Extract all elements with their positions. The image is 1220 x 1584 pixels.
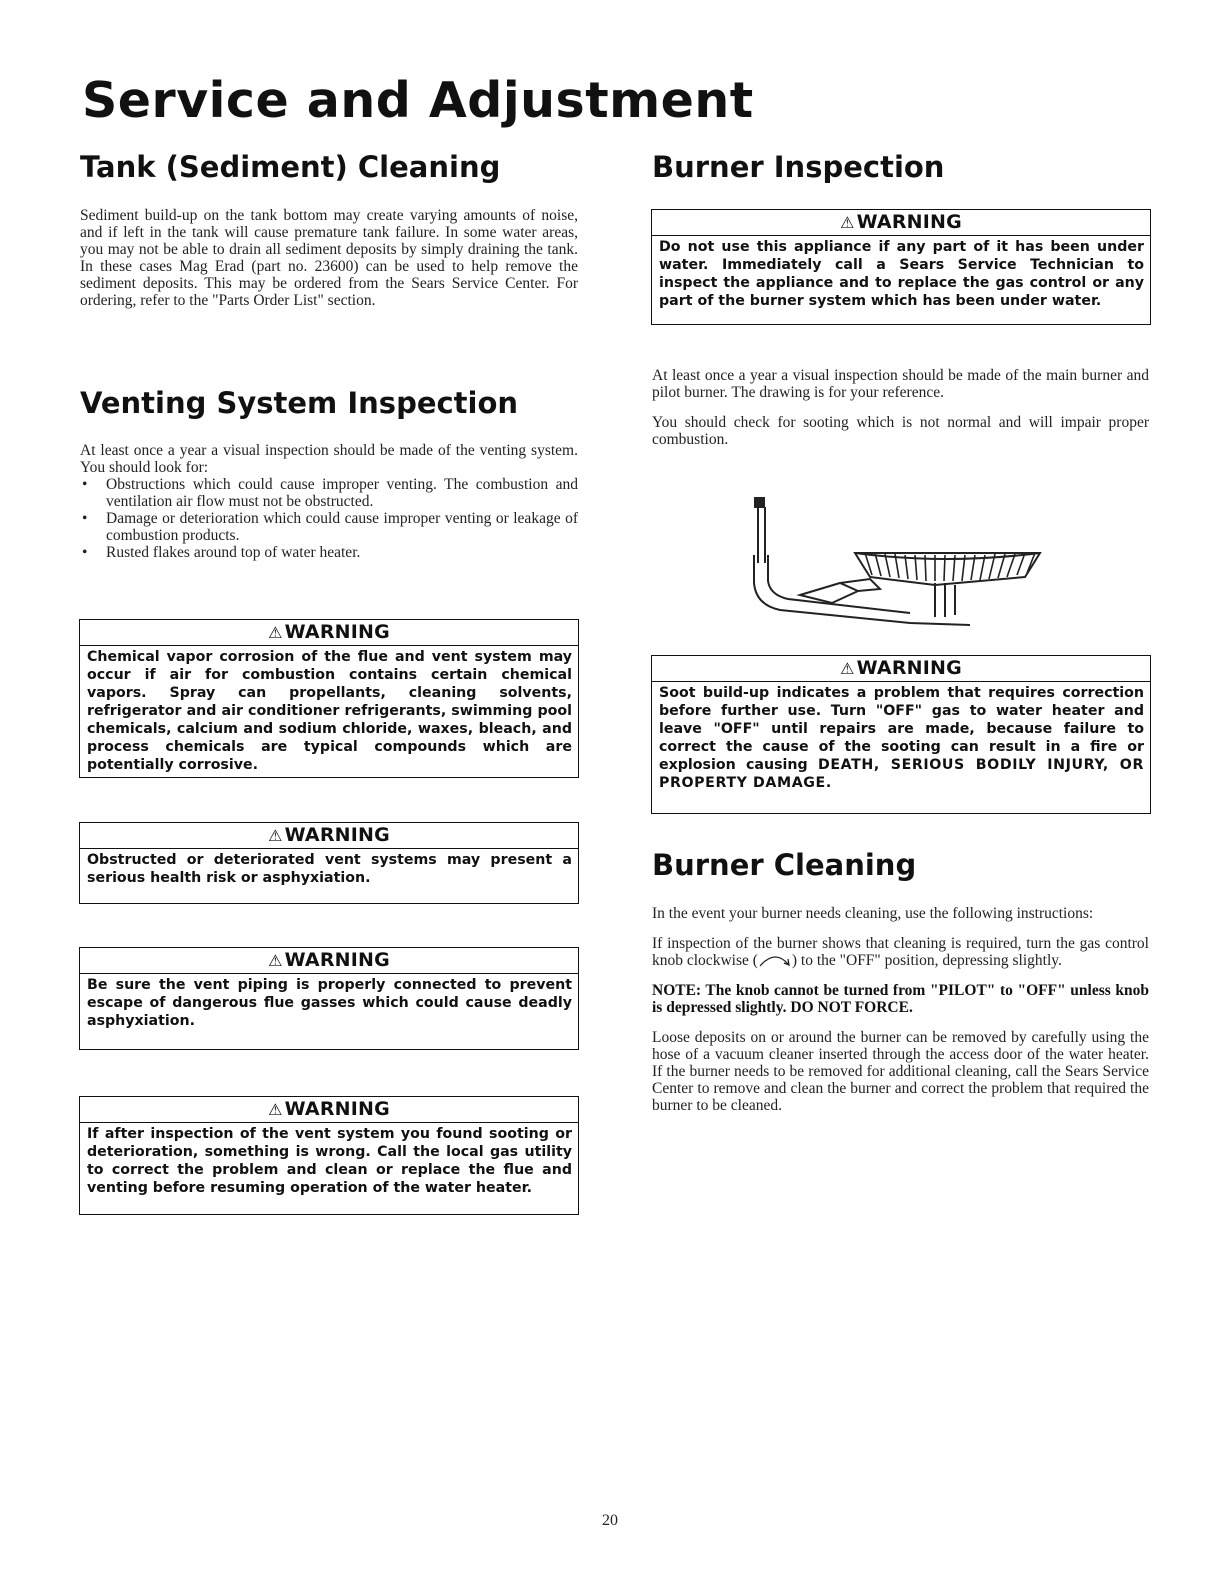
burner-inspection-text [652, 367, 1149, 461]
tank-cleaning-paragraph: Sediment build-up on the tank bottom may create varying amounts of noise, and if left in the tank will cause premature tank failure. In some water areas, you may not be able to drain all sediment deposits by simply draining the tank. In these cases Mag Erad (part no. 23600) can be used to help remove the sediment deposits. This may be ordered from the Sears Service Center. For ordering, refer to the "Parts Order List" section. [80, 207, 578, 309]
warning-label: WARNING [856, 211, 962, 233]
warning-header [80, 948, 578, 974]
burner-drawing [740, 495, 1050, 635]
tank-cleaning-text [80, 207, 578, 322]
burner-inspection-heading: Burner Inspection [652, 150, 945, 184]
burner-cleaning-note: NOTE: The knob cannot be turned from "PILOT" to "OFF" unless knob is depressed slightly. DO NOT FORCE. [652, 982, 1149, 1016]
burner-cleaning-paragraph-2 [652, 935, 1149, 969]
burner-cleaning-paragraph-3: Loose deposits on or around the burner can be removed by carefully using the hose of a vacuum cleaner inserted through the access door of the water heater. If the burner needs to be removed for additional cleaning, call the Sears Service Center to remove and clean the burner and correct the problem that required the burner to be cleaned. [652, 1029, 1149, 1114]
warning-text-main: Soot build-up indicates a problem that requires correction before further use. Turn "OFF" gas to water heater and leave "OFF" until repairs are made, because failure to correct the cause of the sooting can result in a fire or explosion causing [659, 685, 1144, 773]
burner-cleaning-p2-end: ) to the "OFF" position, depressing slightly. [791, 952, 1062, 969]
warning-triangle-icon: ⚠ [840, 659, 855, 678]
clockwise-arrow-icon [758, 953, 792, 967]
warning-header [80, 620, 578, 646]
tank-cleaning-heading: Tank (Sediment) Cleaning [80, 150, 501, 184]
warning-label: WARNING [284, 1098, 390, 1120]
warning-text: Do not use this appliance if any part of it has been under water. Immediately call a Sears Service Technician to inspect the appliance and to replace the gas control or any part of the burner system which has been under water. [659, 239, 1144, 309]
warning-triangle-icon: ⚠ [268, 623, 283, 642]
warning-box-sooting-deterioration [79, 1096, 579, 1215]
venting-intro: At least once a year a visual inspection should be made of the venting system. You should look for: [80, 442, 578, 476]
burner-cleaning-heading: Burner Cleaning [652, 848, 917, 882]
warning-header [652, 656, 1150, 682]
warning-text: If after inspection of the vent system you found sooting or deterioration, something is wrong. Call the local gas utility to correct the problem and clean or replace the flue and venting before resuming operation of the water heater. [87, 1126, 572, 1196]
warning-label: WARNING [856, 657, 962, 679]
warning-header [80, 823, 578, 849]
burner-cleaning-text [652, 905, 1149, 1127]
warning-text: Be sure the vent piping is properly connected to prevent escape of dangerous flue gasses which could cause deadly asphyxiation. [87, 977, 572, 1029]
warning-box-vent-piping [79, 947, 579, 1050]
warning-box-chemical-corrosion [79, 619, 579, 778]
warning-header [80, 1097, 578, 1123]
warning-triangle-icon: ⚠ [268, 951, 283, 970]
warning-box-obstructed-vent [79, 822, 579, 904]
warning-box-soot-buildup [651, 655, 1151, 814]
venting-checklist [80, 476, 578, 561]
page-number: 20 [602, 1512, 618, 1529]
warning-text-caps: DEATH, SERIOUS BODILY INJURY, OR PROPERTY DAMAGE. [659, 757, 1144, 791]
warning-header [652, 210, 1150, 236]
warning-text: Chemical vapor corrosion of the flue and vent system may occur if air for combustion contains certain chemical vapors. Spray can propellants, cleaning solvents, refrigerator and air conditioner refrigerants, swimming pool chemicals, calcium and sodium chloride, waxes, bleach, and process chemicals are typical compounds which are potentially corrosive. [87, 649, 572, 773]
warning-box-under-water [651, 209, 1151, 325]
burner-inspection-paragraph-2: You should check for sooting which is not normal and will impair proper combustion. [652, 414, 1149, 448]
burner-cleaning-p2-start: If inspection of the burner shows that cleaning is required, turn the gas control knob clockwise ( [652, 935, 1149, 969]
warning-triangle-icon: ⚠ [268, 826, 283, 845]
venting-text [80, 442, 578, 561]
warning-label: WARNING [284, 621, 390, 643]
venting-heading: Venting System Inspection [80, 386, 519, 420]
warning-text: Obstructed or deteriorated vent systems may present a serious health risk or asphyxiation. [87, 852, 572, 886]
burner-inspection-paragraph-1: At least once a year a visual inspection should be made of the main burner and pilot burner. The drawing is for your reference. [652, 367, 1149, 401]
warning-label: WARNING [284, 824, 390, 846]
warning-text [652, 682, 1150, 796]
warning-triangle-icon: ⚠ [840, 213, 855, 232]
warning-triangle-icon: ⚠ [268, 1100, 283, 1119]
warning-label: WARNING [284, 949, 390, 971]
burner-cleaning-paragraph-1: In the event your burner needs cleaning, use the following instructions: [652, 905, 1094, 922]
list-item: • Obstructions which could cause improper venting. The combustion and ventilation air flow must not be obstructed. [80, 476, 578, 510]
list-item: • Rusted flakes around top of water heater. [80, 544, 578, 561]
list-item: • Damage or deterioration which could cause improper venting or leakage of combustion products. [80, 510, 578, 544]
page-title: Service and Adjustment [82, 72, 754, 129]
